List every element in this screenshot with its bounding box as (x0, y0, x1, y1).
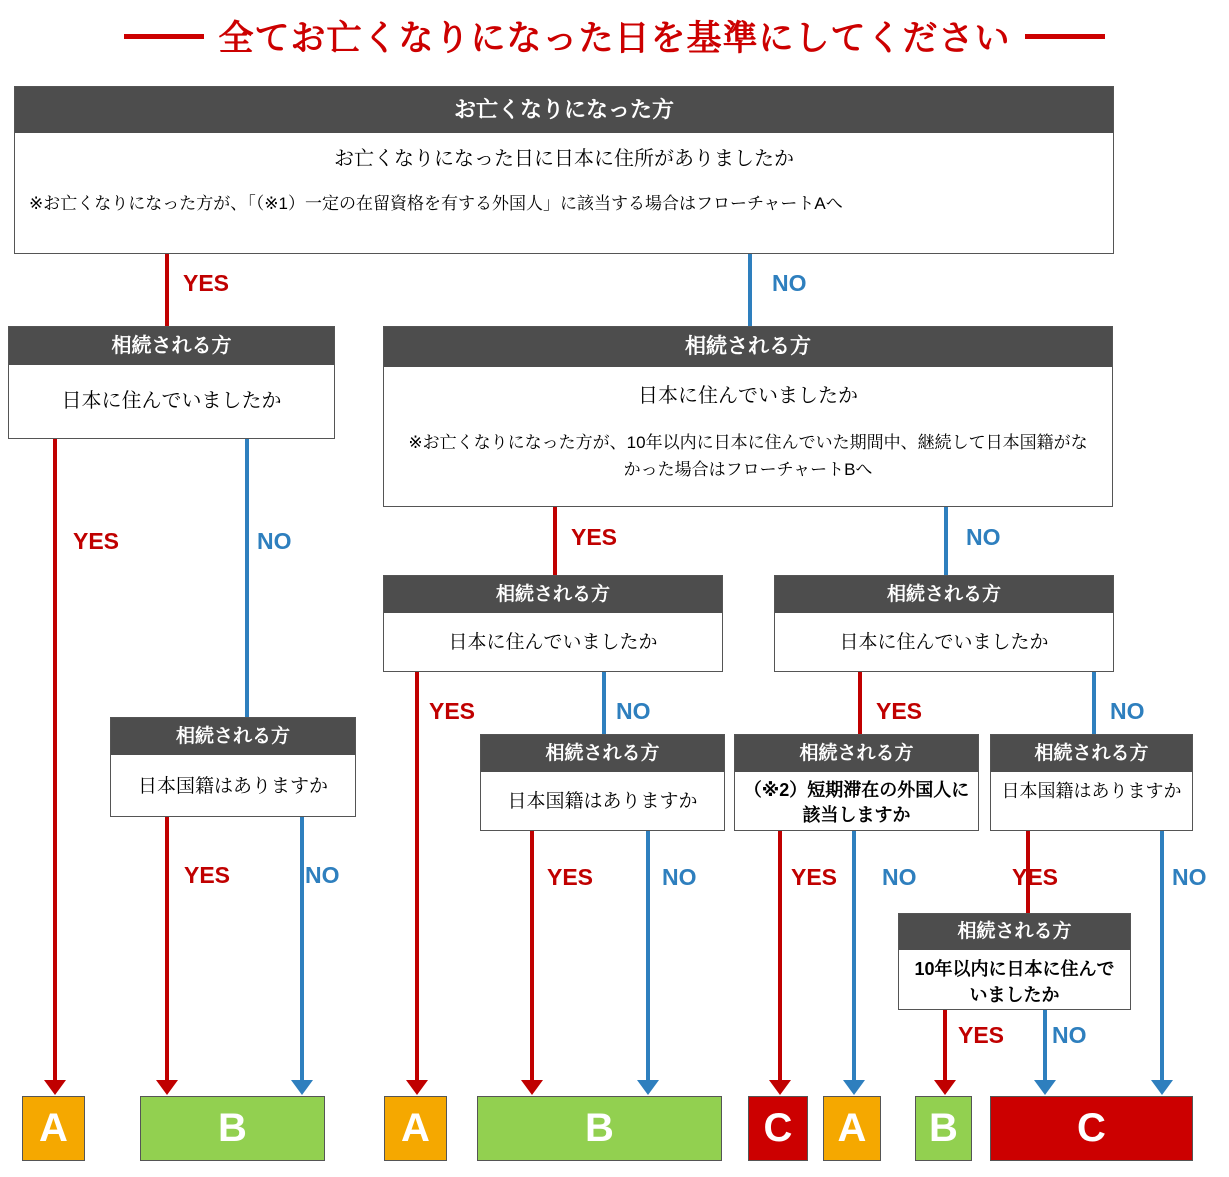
result-block-b-3 (915, 1096, 972, 1161)
page-title (0, 8, 1229, 64)
node-short-stay-question: （※2）短期滞在の外国人に該当しますか (743, 780, 970, 825)
result-block-a-3 (823, 1096, 881, 1161)
node-right-heir-note: ※お亡くなりになった方が、10年以内に日本に住んでいた期間中、継続して日本国籍がなかった場合はフローチャートBへ (408, 433, 1088, 479)
edge-label-mid-right-nationality-yes: YES (1012, 864, 1059, 890)
title-rule-right (1025, 34, 1105, 39)
edge-right-heir-yes (553, 507, 557, 575)
edge-mid-right-nationality-no (1160, 831, 1164, 1089)
page-title-text: 全てお亡くなりになった日を基準にしてください (218, 19, 1011, 58)
edge-label-mid-left-nationality-no: NO (662, 864, 697, 890)
node-mid-left-heir-header: 相続される方 (384, 576, 722, 613)
result-label: B (218, 1106, 247, 1150)
node-left-nationality-question: 日本国籍はありますか (137, 776, 328, 797)
edge-mid-left-heir-no (602, 672, 606, 734)
edge-left-heir-yes (53, 439, 57, 1089)
edge-left-heir-no (245, 439, 249, 717)
result-label: A (401, 1106, 430, 1150)
edge-short-stay-yes (778, 831, 782, 1089)
edge-label-short-stay-no: NO (882, 864, 917, 890)
node-root-question: お亡くなりになった日に日本に住所がありましたか (334, 148, 794, 170)
result-label: C (1077, 1106, 1106, 1150)
edge-arrow-mid-right-nationality-no (1151, 1080, 1173, 1095)
edge-mid-left-heir-yes (415, 672, 419, 1089)
node-root-note: ※お亡くなりになった方が、「（※1）一定の在留資格を有する外国人」に該当する場合はフローチャートAへ (29, 194, 843, 213)
edge-left-nationality-yes (165, 817, 169, 1089)
edge-label-right-heir-no: NO (966, 524, 1001, 550)
node-mid-right-heir (774, 575, 1114, 672)
result-block-c-1 (748, 1096, 808, 1161)
node-right-heir-header: 相続される方 (384, 327, 1112, 367)
edge-label-ten-years-yes: YES (958, 1022, 1005, 1048)
edge-mid-left-nationality-yes (530, 831, 534, 1089)
node-left-nationality (110, 717, 356, 817)
result-block-b-2 (477, 1096, 722, 1161)
edge-mid-right-heir-no (1092, 672, 1096, 734)
result-block-b-1 (140, 1096, 325, 1161)
node-mid-left-nationality-header: 相続される方 (481, 735, 724, 772)
title-rule-left (124, 34, 204, 39)
result-block-c-2 (990, 1096, 1193, 1161)
edge-arrow-left-nationality-yes (156, 1080, 178, 1095)
node-short-stay (734, 734, 979, 831)
node-ten-years-question: 10年以内に日本に住んでいましたか (914, 959, 1115, 1005)
edge-mid-right-heir-yes (858, 672, 862, 734)
node-left-nationality-header: 相続される方 (111, 718, 355, 755)
node-ten-years (898, 913, 1131, 1010)
edge-right-heir-no (944, 507, 948, 575)
node-root (14, 86, 1114, 254)
edge-label-mid-left-heir-no: NO (616, 698, 651, 724)
edge-arrow-left-nationality-no (291, 1080, 313, 1095)
node-right-heir (383, 326, 1113, 507)
edge-label-mid-right-heir-no: NO (1110, 698, 1145, 724)
edge-short-stay-no (852, 831, 856, 1089)
result-block-a-2 (384, 1096, 447, 1161)
edge-arrow-left-heir-yes (44, 1080, 66, 1095)
result-label: B (929, 1106, 958, 1150)
node-mid-right-nationality (990, 734, 1193, 831)
edge-label-root-no: NO (772, 270, 807, 296)
result-label: B (585, 1106, 614, 1150)
node-root-header: お亡くなりになった方 (15, 87, 1113, 133)
node-left-heir-question: 日本に住んでいましたか (61, 390, 282, 412)
edge-label-left-nationality-no: NO (305, 862, 340, 888)
node-ten-years-header: 相続される方 (899, 914, 1130, 950)
edge-label-mid-right-nationality-no: NO (1172, 864, 1207, 890)
edge-label-left-heir-no: NO (257, 528, 292, 554)
edge-label-right-heir-yes: YES (571, 524, 618, 550)
edge-arrow-short-stay-no (843, 1080, 865, 1095)
edge-arrow-short-stay-yes (769, 1080, 791, 1095)
node-mid-right-heir-question: 日本に住んでいましたか (839, 632, 1049, 653)
edge-label-mid-left-nationality-yes: YES (547, 864, 594, 890)
edge-arrow-mid-left-nationality-yes (521, 1080, 543, 1095)
node-mid-left-heir (383, 575, 723, 672)
edge-label-left-heir-yes: YES (73, 528, 120, 554)
node-short-stay-header: 相続される方 (735, 735, 978, 772)
result-block-a-1 (22, 1096, 85, 1161)
edge-mid-left-nationality-no (646, 831, 650, 1089)
edge-ten-years-no (1043, 1010, 1047, 1089)
edge-label-left-nationality-yes: YES (184, 862, 231, 888)
edge-left-nationality-no (300, 817, 304, 1089)
edge-label-root-yes: YES (183, 270, 230, 296)
node-mid-left-nationality (480, 734, 725, 831)
node-mid-right-nationality-header: 相続される方 (991, 735, 1192, 772)
edge-root-yes (165, 254, 169, 326)
edge-arrow-ten-years-no (1034, 1080, 1056, 1095)
edge-ten-years-yes (943, 1010, 947, 1089)
result-label: C (763, 1106, 793, 1150)
node-mid-left-nationality-question: 日本国籍はありますか (507, 791, 698, 812)
node-mid-right-heir-header: 相続される方 (775, 576, 1113, 613)
edge-arrow-ten-years-yes (934, 1080, 956, 1095)
edge-label-mid-left-heir-yes: YES (429, 698, 476, 724)
edge-label-short-stay-yes: YES (791, 864, 838, 890)
node-mid-left-heir-question: 日本に住んでいましたか (448, 632, 658, 653)
edge-root-no (748, 254, 752, 326)
edge-arrow-mid-left-heir-yes (406, 1080, 428, 1095)
node-right-heir-question: 日本に住んでいましたか (638, 385, 858, 407)
node-mid-right-nationality-question: 日本国籍はありますか (1001, 781, 1182, 801)
edge-label-mid-right-heir-yes: YES (876, 698, 923, 724)
edge-label-ten-years-no: NO (1052, 1022, 1087, 1048)
result-label: A (837, 1106, 867, 1150)
node-left-heir-header: 相続される方 (9, 327, 334, 365)
node-left-heir (8, 326, 335, 439)
result-label: A (39, 1106, 68, 1150)
edge-arrow-mid-left-nationality-no (637, 1080, 659, 1095)
